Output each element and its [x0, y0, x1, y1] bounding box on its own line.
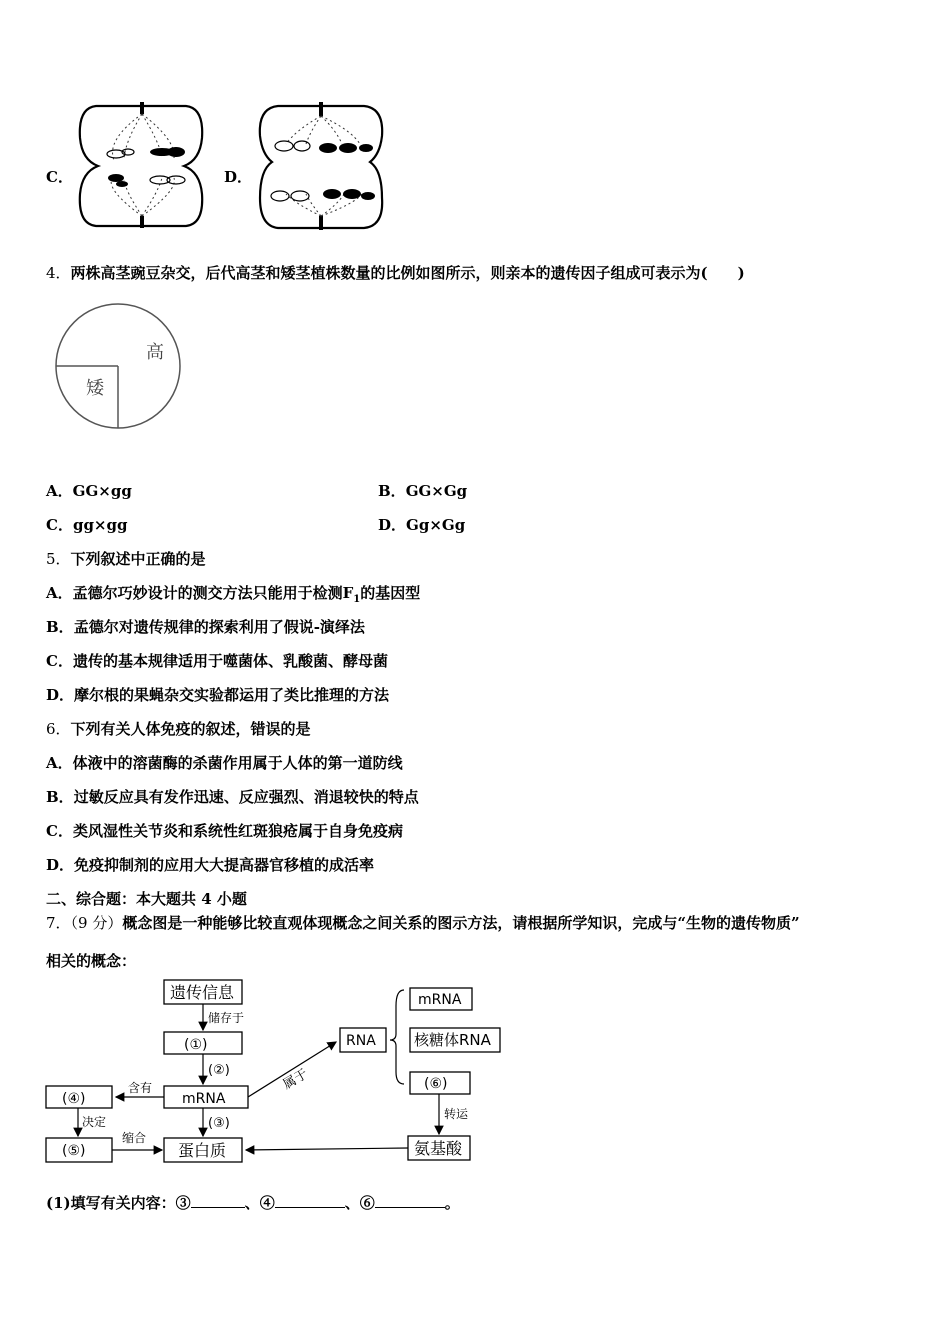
answer-blank-4[interactable]: [275, 1193, 345, 1208]
q4-option-d[interactable]: [378, 514, 465, 535]
cell-figure-c: [76, 100, 206, 232]
label-condense: 缩合: [122, 1131, 147, 1145]
option-text: 过敏反应具有发作迅速、反应强烈、消退较快的特点: [73, 788, 419, 806]
option-label: C．: [46, 516, 73, 534]
answer-blank-6[interactable]: [375, 1193, 445, 1208]
question-6: [46, 718, 311, 739]
label-box-1: (①): [184, 1037, 208, 1053]
pie-label-tall: 高: [146, 342, 164, 363]
option-text: 体液中的溶菌酶的杀菌作用属于人体的第一道防线: [72, 754, 403, 772]
period: 。: [444, 1194, 460, 1212]
q5-option-b[interactable]: [46, 616, 365, 637]
option-label: D．: [46, 856, 75, 874]
circle-6: ⑥: [359, 1194, 375, 1212]
option-text: 类风湿性关节炎和系统性红斑狼疮属于自身免疫病: [72, 822, 403, 840]
answer-blank-3[interactable]: [191, 1193, 245, 1208]
subquestion-label: (1): [46, 1194, 71, 1212]
question-score: （9 分）: [70, 914, 123, 932]
label-contains: 含有: [128, 1081, 153, 1095]
option-text: 摩尔根的果蝇杂交实验都运用了类比推理的方法: [74, 686, 390, 704]
option-label: A．: [46, 482, 73, 500]
label-protein: 蛋白质: [178, 1141, 227, 1160]
question-number: 4．: [46, 264, 71, 282]
question-5: [46, 548, 206, 569]
label-arrow-2: (②): [208, 1063, 230, 1078]
subquestion-1: [46, 1192, 460, 1213]
option-text: 孟德尔巧妙设计的测交方法只能用于检测F: [72, 584, 354, 602]
question-7: [46, 912, 800, 933]
q4-option-b[interactable]: [378, 480, 467, 501]
circle-4: ④: [259, 1194, 275, 1212]
option-text: 免疫抑制剂的应用大大提高器官移植的成活率: [74, 856, 375, 874]
pie-chart: [46, 302, 186, 434]
option-label: C．: [46, 822, 73, 840]
option-text: 遗传的基本规律适用于噬菌体、乳酸菌、酵母菌: [72, 652, 388, 670]
cell-figure-d: [256, 100, 386, 234]
question-text: 下列叙述中正确的是: [70, 550, 206, 568]
option-label: A．: [46, 754, 73, 772]
option-text: Gg×Gg: [406, 516, 466, 534]
option-label: A．: [46, 584, 73, 602]
label-mrna-2: mRNA: [418, 992, 462, 1008]
q5-option-a[interactable]: [46, 582, 420, 605]
label-mrna: mRNA: [182, 1091, 226, 1107]
label-rrna: 核糖体RNA: [414, 1031, 491, 1049]
option-label: D．: [46, 686, 75, 704]
pie-label-short: 矮: [86, 378, 104, 399]
option-text: gg×gg: [72, 516, 128, 534]
label-arrow-3: (③): [208, 1116, 230, 1131]
option-label: B．: [46, 788, 74, 806]
option-label: C．: [46, 652, 73, 670]
option-d-label: D．: [224, 168, 253, 186]
separator: 、: [344, 1194, 360, 1212]
q5-option-d[interactable]: [46, 684, 389, 705]
q5-option-c[interactable]: [46, 650, 388, 671]
option-text: GG×Gg: [405, 482, 468, 500]
option-label: D．: [378, 516, 407, 534]
q6-option-d[interactable]: [46, 854, 374, 875]
label-stored-in: 储存于: [208, 1011, 245, 1025]
q4-option-c[interactable]: [46, 514, 127, 535]
q6-option-a[interactable]: [46, 752, 403, 773]
question-number: 5．: [46, 550, 71, 568]
label-transport: 转运: [444, 1107, 469, 1121]
option-c-label: C．: [46, 168, 73, 186]
question-text: 下列有关人体免疫的叙述，错误的是: [70, 720, 311, 738]
label-rna: RNA: [346, 1033, 376, 1049]
circle-3: ③: [175, 1194, 191, 1212]
q6-option-c[interactable]: [46, 820, 403, 841]
label-box-6: (⑥): [424, 1076, 448, 1092]
label-belongs: 属于: [280, 1066, 311, 1093]
q6-option-b[interactable]: [46, 786, 419, 807]
question-text: 两株高茎豌豆杂交，后代高茎和矮茎植株数量的比例如图所示，则亲本的遗传因子组成可表示为( ): [70, 264, 745, 282]
label-box-5: (⑤): [62, 1143, 86, 1159]
label-box-4: (④): [62, 1091, 86, 1107]
brace: [390, 990, 404, 1084]
subquestion-text: 填写有关内容：: [70, 1194, 176, 1212]
question-4: [46, 262, 745, 283]
label-amino-acid: 氨基酸: [414, 1139, 463, 1158]
subscript: 1: [353, 594, 361, 605]
option-label: B．: [378, 482, 406, 500]
concept-diagram: [40, 976, 510, 1168]
question-number: 6．: [46, 720, 71, 738]
label-determines: 决定: [82, 1115, 107, 1129]
option-text: GG×gg: [72, 482, 132, 500]
section-title: 二、综合题：本大题共 4 小题: [46, 890, 247, 908]
question-text: 概念图是一种能够比较直观体现概念之间关系的图示方法，请根据所学知识，完成与“生物的遗传物质”: [122, 914, 800, 932]
question-text-line2: 相关的概念：: [46, 952, 137, 970]
label-genetic-info: 遗传信息: [170, 983, 235, 1002]
option-text-after: 的基因型: [360, 584, 421, 602]
separator: 、: [244, 1194, 260, 1212]
question-number: 7．: [46, 914, 71, 932]
q4-option-a[interactable]: [46, 480, 132, 501]
option-text: 孟德尔对遗传规律的探索利用了假说-演绎法: [73, 618, 365, 636]
option-label: B．: [46, 618, 74, 636]
